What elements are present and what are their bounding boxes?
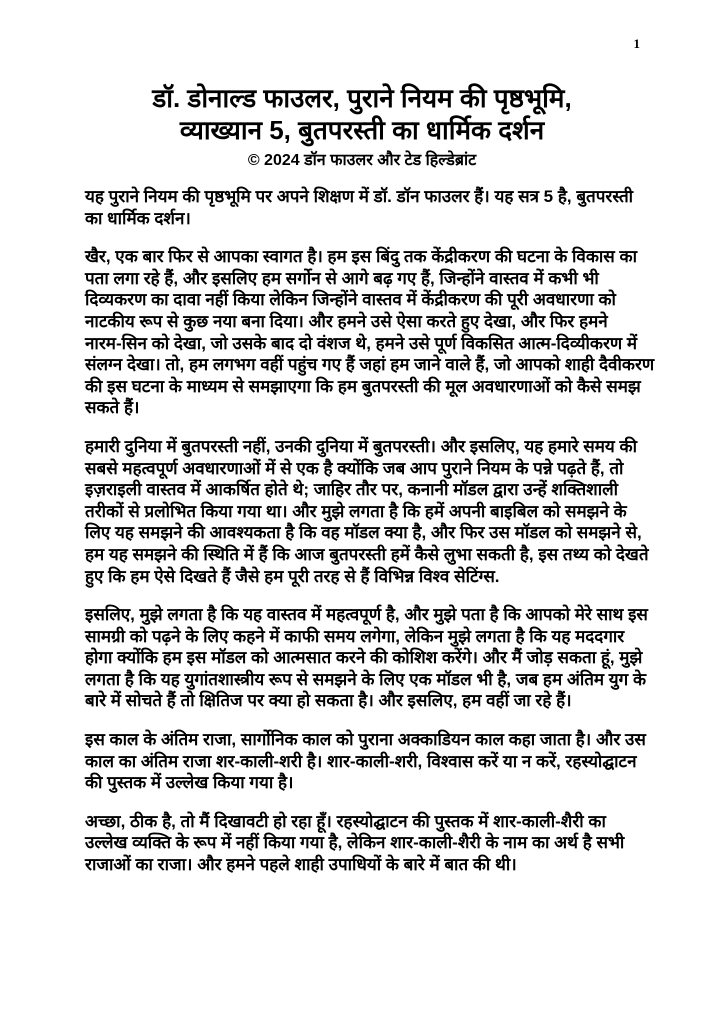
text-line: सकते हैं। <box>85 398 140 418</box>
text-line: यह पुराने नियम की पृष्ठभूमि पर अपने शिक्षण में डॉ. डॉन फाउलर हैं। यह सत्र 5 है, बुतपरस्ती <box>85 187 634 206</box>
text-line: संलग्न देखा। तो, हम लगभग वहीं पहुंच गए हैं जहां हम जाने वाले हैं, जो आपको शाही दैवीकरण <box>85 355 655 375</box>
text-line: हमारी दुनिया में बुतपरस्ती नहीं, उनकी दुनिया में बुतपरस्ती। और इसलिए, यह हमारे समय की <box>85 436 637 456</box>
paragraph <box>85 729 668 794</box>
page-number: 1 <box>633 36 640 51</box>
text-line: हम यह समझने की स्थिति में हैं कि आज बुतपरस्ती हमें कैसे लुभा सकती है, इस तथ्य को देखते <box>85 544 649 564</box>
text-line: अच्छा, ठीक है, तो मैं दिखावटी हो रहा हूँ। रहस्योद्घाटन की पुस्तक में शार-काली-शैरी का <box>85 811 606 831</box>
copyright-line: © 2024 डॉन फाउलर और टेड हिल्डेब्रांट <box>247 152 477 169</box>
paragraph <box>85 811 668 876</box>
paragraph <box>85 186 668 229</box>
text-line: की इस घटना के माध्यम से समझाएगा कि हम बुतपरस्ती की मूल अवधारणाओं को कैसे समझ <box>85 376 641 396</box>
paragraph <box>85 604 668 712</box>
text-line: का धार्मिक दर्शन। <box>85 208 191 228</box>
text-line: राजाओं का राजा। और हमने पहले शाही उपाधियों के बारे में बात की थी। <box>85 855 517 875</box>
document-body <box>85 186 668 876</box>
text-line: इस काल के अंतिम राजा, सार्गोनिक काल को पुराना अक्काडियन काल कहा जाता है। और उस <box>85 730 646 750</box>
paragraph <box>85 436 668 587</box>
text-line: हुए कि हम ऐसे दिखते हैं जैसे हम पूरी तरह से हैं विभिन्न विश्व सेटिंग्स. <box>85 566 500 586</box>
text-line: काल का अंतिम राजा शर-काली-शरी है। शार-काली-शरी, विश्वास करें या न करें, रहस्योद्घाटन <box>85 751 637 771</box>
title-line-1: डॉ. डोनाल्ड फाउलर, पुराने नियम की पृष्ठभूमि, <box>152 83 572 113</box>
text-line: बारे में सोचते हैं तो क्षितिज पर क्या हो सकता है। और इसलिए, हम वहीं जा रहे हैं। <box>85 691 572 711</box>
text-line: पता लगा रहे हैं, और इसलिए हम सर्गोन से आगे बढ़ गए हैं, जिन्होंने वास्तव में कभी भी <box>85 268 599 288</box>
text-line: तरीकों से प्रलोभित किया गया था। और मुझे लगता है कि हमें अपनी बाइबिल को समझने के <box>85 501 627 521</box>
text-line: दिव्यकरण का दावा नहीं किया लेकिन जिन्होंने वास्तव में केंद्रीकरण की पूरी अवधारणा को <box>85 290 616 310</box>
text-line: इसलिए, मुझे लगता है कि यह वास्तव में महत्वपूर्ण है, और मुझे पता है कि आपको मेरे साथ इस <box>85 605 648 625</box>
title-line-2: व्याख्यान 5, बुतपरस्ती का धार्मिक दर्शन <box>179 115 545 145</box>
text-line: इज़राइली वास्तव में आकर्षित होते थे; जाहिर तौर पर, कनानी मॉडल द्वारा उन्हें शक्तिशाली <box>85 480 619 500</box>
text-line: उल्लेख व्यक्ति के रूप में नहीं किया गया है, लेकिन शार-काली-शैरी के नाम का अर्थ है सभी <box>85 833 625 853</box>
document-title <box>0 0 724 146</box>
text-line: सामग्री को पढ़ने के लिए कहने में काफी समय लगेगा, लेकिन मुझे लगता है कि यह मददगार <box>85 626 625 646</box>
text-line: खैर, एक बार फिर से आपका स्वागत है। हम इस बिंदु तक केंद्रीकरण की घटना के विकास का <box>85 247 637 267</box>
text-line: नाटकीय रूप से कुछ नया बना दिया। और हमने उसे ऐसा करते हुए देखा, और फिर हमने <box>85 311 608 331</box>
text-line: सबसे महत्वपूर्ण अवधारणाओं में से एक है क्योंकि जब आप पुराने नियम के पन्ने पढ़ते हैं, तो <box>85 458 624 478</box>
paragraph <box>85 246 668 419</box>
text-line: लिए यह समझने की आवश्यकता है कि वह मॉडल क्या है, और फिर उस मॉडल को समझने से, <box>85 523 642 543</box>
text-line: लगता है कि यह युगांतशास्त्रीय रूप से समझने के लिए एक मॉडल भी है, जब हम अंतिम युग के <box>85 669 647 689</box>
text-line: की पुस्तक में उल्लेख किया गया है। <box>85 773 294 793</box>
text-line: नारम-सिन को देखा, जो उसके बाद दो वंशज थे, हमने उसे पूर्ण विकसित आत्म-दिव्यीकरण में <box>85 333 638 353</box>
text-line: होगा क्योंकि हम इस मॉडल को आत्मसात करने की कोशिश करेंगे। और मैं जोड़ सकता हूं, मुझे <box>85 648 643 668</box>
